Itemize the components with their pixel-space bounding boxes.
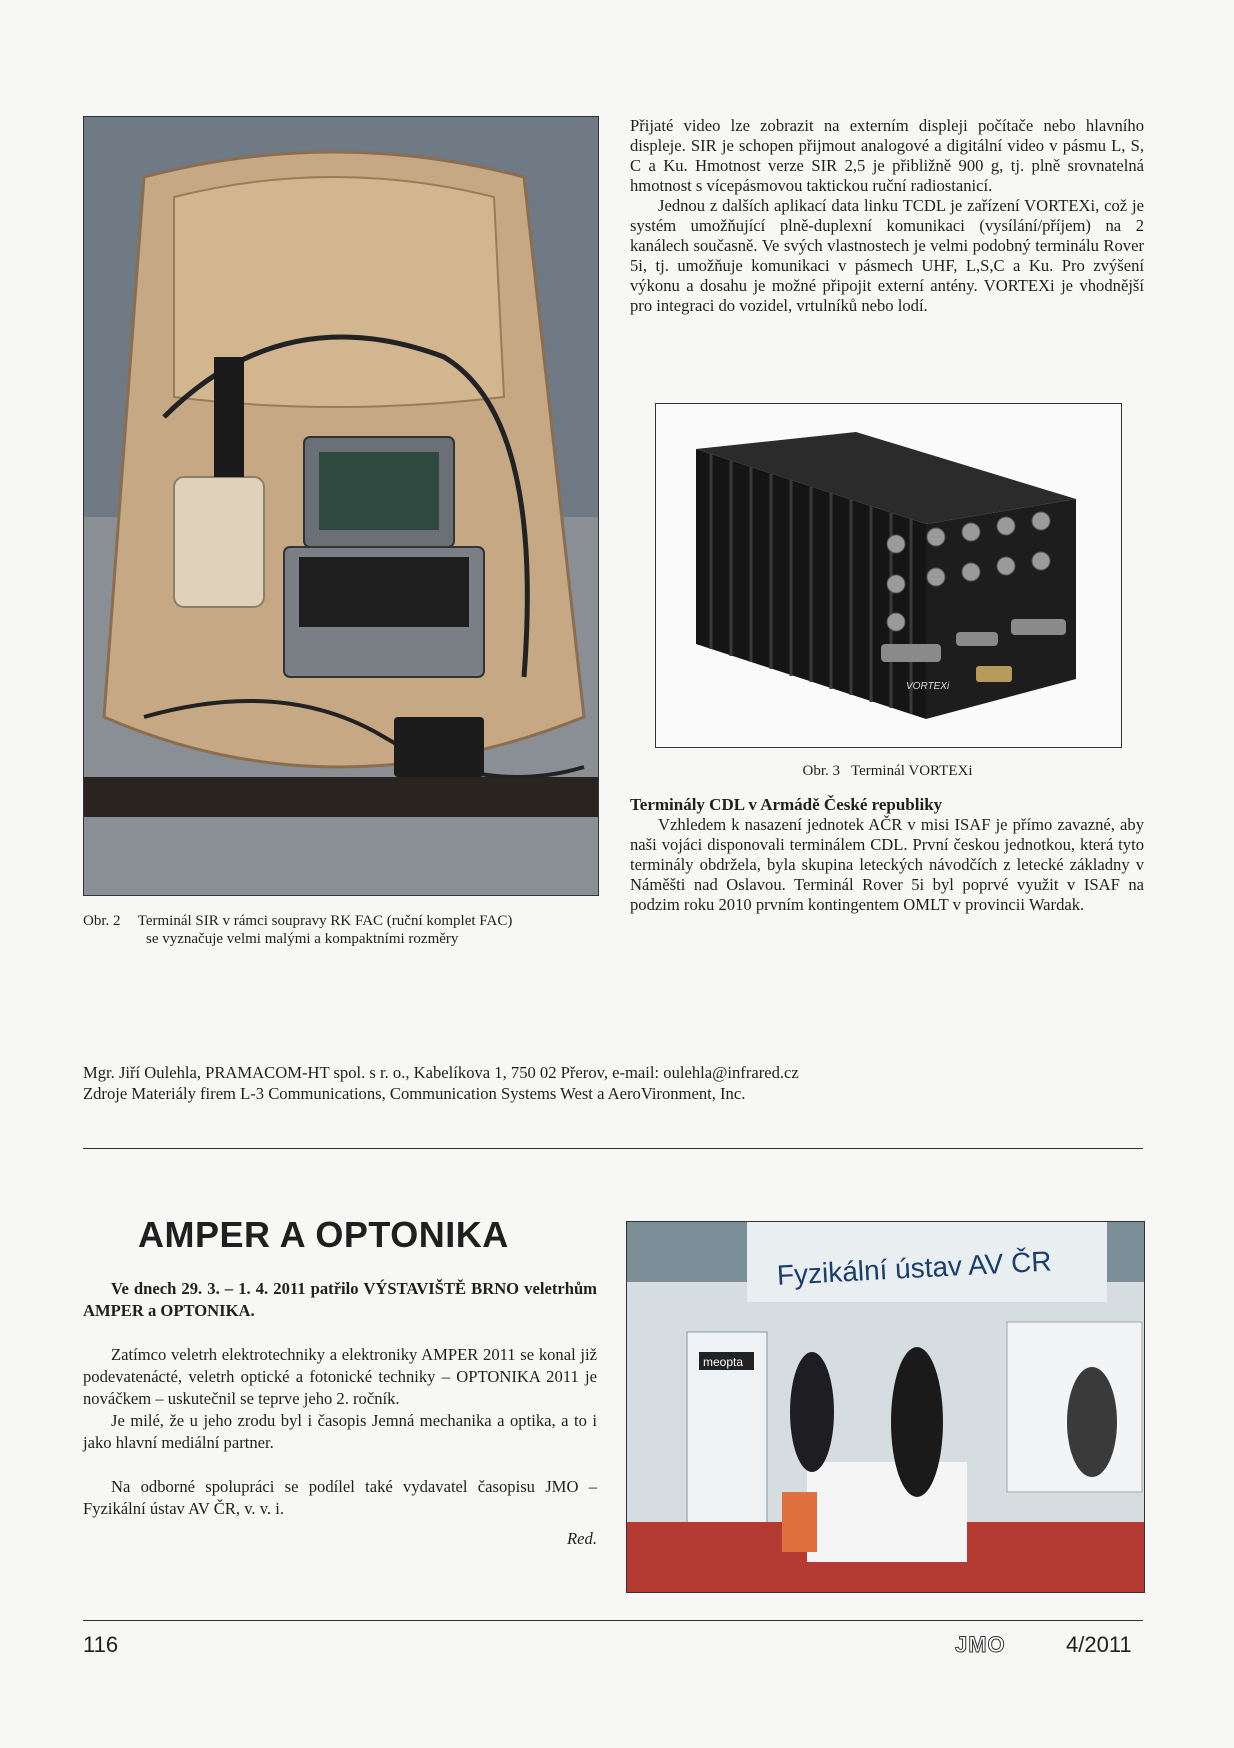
figure-3-caption [655, 762, 1120, 780]
footer-rule [83, 1620, 1143, 1621]
right-column-text [630, 116, 1144, 316]
article-2-body [83, 1278, 597, 1550]
expo-booth-illustration [627, 1222, 1144, 1592]
figure-2-caption [83, 912, 603, 948]
journal-logo [955, 1632, 1006, 1658]
section-divider [83, 1148, 1143, 1149]
article-2-paragraph-3: Na odborné spolupráci se podílel také vydavatel časopisu JMO – Fyzikální ústav AV ČR, v. v. i. [83, 1477, 597, 1518]
cdl-section-heading: Terminály CDL v Armádě České republiky [630, 795, 943, 814]
figure-2-caption-line1: Terminál SIR v rámci soupravy RK FAC (ruční komplet FAC) [137, 913, 513, 929]
cdl-section-paragraph: Vzhledem k nasazení jednotek AČR v misi ISAF je přímo zavazné, aby naši vojáci disponovali terminálem CDL. První českou jednotkou, která tyto terminály obdržela, byla skupina leteckých návodčích z letecké základny v Náměšti nad Oslavou. Terminál Rover 5i byl poprvé využit v ISAF na podzim roku 2010 prvním kontingentem OMLT v provincii Wardak. [630, 815, 1144, 914]
right-column-paragraph-2: Jednou z dalších aplikací data linku TCDL je zařízení VORTEXi, což je systém umožňující plně-duplexní komunikaci (vysílání/příjem) na 2 kanálech současně. Ve svých vlastnostech je velmi podobný terminálu Rover 5i, tj. umožňuje komunikaci v pásmech UHF, L,S,C a Ku. Pro zvýšení výkonu a dosahu je možné připojit externí antény. VORTEXi je vhodnější pro integraci do vozidel, vrtulníků nebo lodí. [630, 196, 1144, 315]
article-2-paragraph-2: Je milé, že u jeho zrodu byl i časopis Jemná mechanika a optika, a to i jako hlavní mediální partner. [83, 1411, 597, 1452]
author-block [83, 1062, 1143, 1104]
vortexi-device-label: VORTEXi [906, 681, 950, 692]
sources-line: Zdroje Materiály firem L-3 Communications, Communication Systems West a AeroVironment, Inc. [83, 1084, 746, 1103]
expo-banner-text: Fyzikální ústav AV ČR [776, 1245, 1053, 1291]
right-column-paragraph-1: Přijaté video lze zobrazit na externím displeji počítače nebo hlavního displeje. SIR je schopen přijmout analogové a digitální video v pásmu L, S, C a Ku. Hmotnost verze SIR 2,5 je přibližně 900 g, tj. plně srovnatelná hmotnost s vícepásmovou taktickou ruční radiostanicí. [630, 116, 1144, 195]
article-2-paragraph-1: Zatímco veletrh elektrotechniky a elektroniky AMPER 2011 se konal již podevatenácté, veletrh optické a fotonické techniky – OPTONIKA 2011 je nováčkem – uskutečnil se teprve jeho 2. ročník. [83, 1345, 597, 1408]
figure-2-caption-line2: se vyznačuje velmi malými a kompaktními rozměry [146, 931, 459, 947]
cdl-section [630, 795, 1144, 915]
backpack-terminal-illustration [84, 117, 598, 895]
figure-3-caption-text: Obr. 3 Terminál VORTEXi [802, 763, 973, 779]
figure-2-photo [83, 116, 599, 896]
article-2-lead: Ve dnech 29. 3. – 1. 4. 2011 patřilo VÝSTAVIŠTĚ BRNO veletrhům AMPER a OPTONIKA. [83, 1279, 597, 1320]
author-line: Mgr. Jiří Oulehla, PRAMACOM-HT spol. s r. o., Kabelíkova 1, 750 02 Přerov, e-mail: oulehla@infrared.cz [83, 1063, 799, 1082]
issue-number: 4/2011 [1066, 1632, 1132, 1657]
expo-photo [626, 1221, 1145, 1593]
page-number: 116 [83, 1632, 119, 1657]
expo-poster-text: meopta [703, 1355, 744, 1369]
article-2-title: AMPER A OPTONIKA [138, 1214, 509, 1255]
vortexi-device-illustration [656, 404, 1121, 747]
article-2-signature: Red. [567, 1529, 597, 1548]
journal-logo-text: JMO [955, 1632, 1006, 1657]
figure-3-frame [655, 403, 1122, 748]
figure-2-number: Obr. 2 [83, 913, 121, 929]
